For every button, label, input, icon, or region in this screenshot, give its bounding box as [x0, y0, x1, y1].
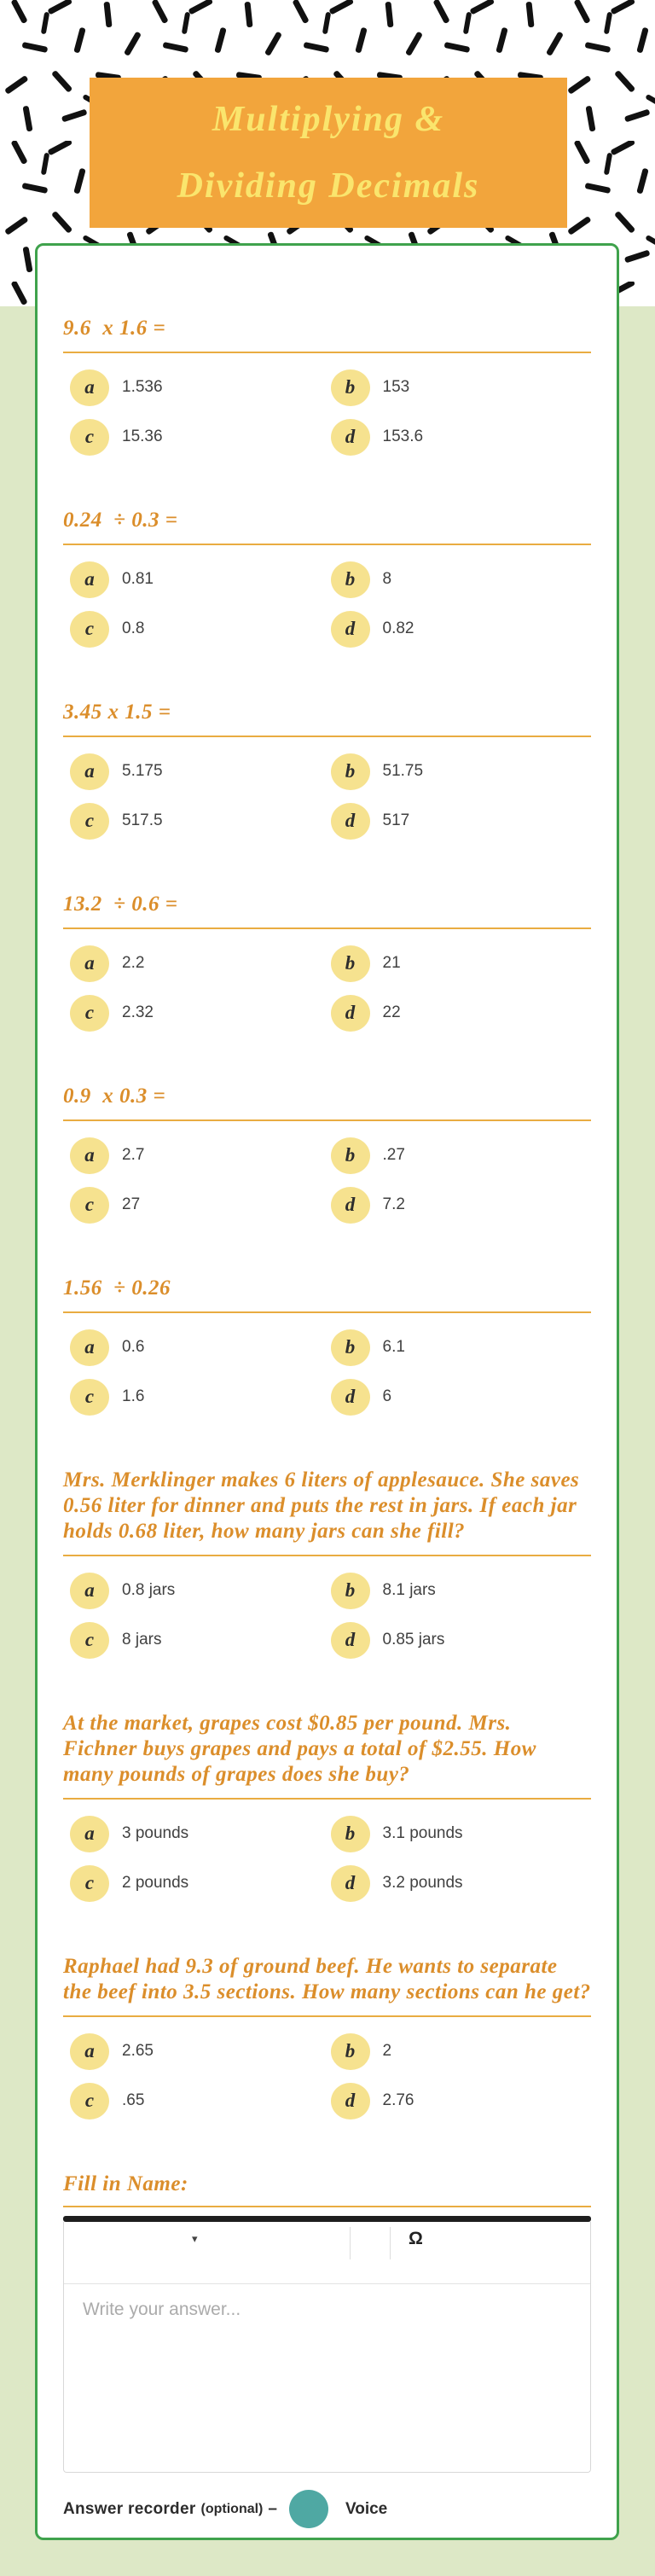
- option-text: 3.2 pounds: [382, 1874, 463, 1892]
- editor-box: [63, 2222, 591, 2473]
- answer-editor: [63, 2216, 591, 2473]
- option-letter-badge[interactable]: a: [70, 945, 109, 982]
- question-options: [63, 2032, 591, 2120]
- option-letter-badge[interactable]: c: [70, 2083, 109, 2120]
- question-8: [63, 1711, 591, 1902]
- voice-label: Voice: [345, 2499, 388, 2518]
- option-d[interactable]: [331, 1378, 592, 1416]
- question-prompt: 9.6 x 1.6 =: [63, 317, 166, 340]
- option-b[interactable]: [331, 753, 592, 790]
- question-3: [63, 700, 591, 840]
- option-text: 8: [382, 570, 392, 588]
- option-a[interactable]: [70, 1572, 331, 1609]
- option-letter-badge[interactable]: a: [70, 1573, 109, 1609]
- option-b[interactable]: [331, 1137, 592, 1174]
- option-letter-badge[interactable]: b: [331, 369, 370, 406]
- option-text: .27: [382, 1146, 405, 1164]
- question-options: [63, 753, 591, 840]
- option-letter-badge[interactable]: a: [70, 753, 109, 790]
- option-a[interactable]: [70, 1137, 331, 1174]
- option-letter-badge[interactable]: d: [331, 419, 370, 456]
- option-text: 1.6: [122, 1387, 145, 1405]
- option-text: 0.82: [382, 619, 414, 637]
- question-options: [63, 1329, 591, 1416]
- option-letter-badge[interactable]: a: [70, 1137, 109, 1174]
- fill-in-name-label: Fill in Name:: [63, 2172, 188, 2195]
- option-d[interactable]: [331, 418, 592, 456]
- answer-recorder-dash: –: [268, 2499, 277, 2518]
- option-letter-badge[interactable]: b: [331, 1816, 370, 1852]
- option-c[interactable]: [70, 1378, 331, 1416]
- option-c[interactable]: [70, 1621, 331, 1659]
- option-text: .65: [122, 2091, 145, 2109]
- question-5: [63, 1084, 591, 1224]
- question-prompt: 3.45 x 1.5 =: [63, 701, 171, 724]
- option-text: 517.5: [122, 811, 163, 829]
- question-1: [63, 316, 591, 456]
- option-d[interactable]: [331, 994, 592, 1032]
- question-underline: [63, 352, 591, 353]
- option-text: 27: [122, 1195, 141, 1213]
- option-letter-badge[interactable]: d: [331, 1865, 370, 1902]
- option-letter-badge[interactable]: a: [70, 1816, 109, 1852]
- option-letter-badge[interactable]: c: [70, 803, 109, 840]
- option-text: 0.81: [122, 570, 154, 588]
- option-c[interactable]: [70, 1186, 331, 1224]
- dropdown-caret-icon[interactable]: ▾: [192, 2232, 198, 2245]
- option-letter-badge[interactable]: c: [70, 1379, 109, 1416]
- question-underline: [63, 736, 591, 737]
- answer-input-area: [64, 2284, 590, 2472]
- question-options: [63, 369, 591, 456]
- option-b[interactable]: [331, 561, 592, 598]
- option-d[interactable]: [331, 1621, 592, 1659]
- option-text: 22: [382, 1003, 401, 1021]
- answer-recorder-row: [63, 2490, 591, 2528]
- option-c[interactable]: [70, 802, 331, 840]
- question-underline: [63, 927, 591, 929]
- option-text: 2.65: [122, 2042, 154, 2060]
- question-4: [63, 892, 591, 1032]
- option-letter-badge[interactable]: c: [70, 1622, 109, 1659]
- page-title-line1: Multiplying &: [212, 100, 445, 139]
- option-letter-badge[interactable]: c: [70, 611, 109, 648]
- option-b[interactable]: [331, 1572, 592, 1609]
- option-text: 2: [382, 2042, 392, 2060]
- option-text: 8 jars: [122, 1631, 162, 1649]
- option-a[interactable]: [70, 753, 331, 790]
- option-c[interactable]: [70, 2082, 331, 2120]
- option-text: 6.1: [382, 1338, 405, 1356]
- option-a[interactable]: [70, 369, 331, 406]
- option-text: 2.7: [122, 1146, 145, 1164]
- option-text: 153.6: [382, 427, 424, 445]
- option-text: 0.85 jars: [382, 1631, 445, 1649]
- option-text: 1.536: [122, 378, 163, 396]
- question-2: [63, 508, 591, 648]
- option-letter-badge[interactable]: d: [331, 611, 370, 648]
- option-text: 2.76: [382, 2091, 414, 2109]
- title-banner: [90, 78, 567, 228]
- question-prompt: 1.56 ÷ 0.26: [63, 1276, 171, 1300]
- question-9: [63, 1954, 591, 2120]
- option-letter-badge[interactable]: b: [331, 753, 370, 790]
- option-letter-badge[interactable]: a: [70, 369, 109, 406]
- option-text: 517: [382, 811, 410, 829]
- question-prompt: 0.24 ÷ 0.3 =: [63, 509, 178, 532]
- option-text: 5.175: [122, 762, 163, 780]
- question-underline: [63, 1119, 591, 1121]
- option-letter-badge[interactable]: d: [331, 2083, 370, 2120]
- option-c[interactable]: [70, 610, 331, 648]
- question-prompt: Raphael had 9.3 of ground beef. He wants to separate the beef into 3.5 sections. How many sections can he get?: [63, 1955, 591, 2003]
- answer-textarea[interactable]: [64, 2284, 590, 2472]
- option-a[interactable]: [70, 2032, 331, 2070]
- question-prompt: Mrs. Merklinger makes 6 liters of applesauce. She saves 0.56 liter for dinner and puts the rest in jars. If each jar holds 0.68 liter, how many jars can she fill?: [63, 1468, 586, 1543]
- option-letter-badge[interactable]: a: [70, 561, 109, 598]
- question-options: [63, 1137, 591, 1224]
- answer-recorder-label: Answer recorder: [63, 2499, 196, 2518]
- question-prompt: 13.2 ÷ 0.6 =: [63, 893, 178, 916]
- fill-in-name-underline: [63, 2206, 591, 2207]
- option-text: 2.32: [122, 1003, 154, 1021]
- editor-top-bar: [63, 2216, 591, 2222]
- question-underline: [63, 1555, 591, 1556]
- option-d[interactable]: [331, 2082, 592, 2120]
- option-letter-badge[interactable]: d: [331, 1622, 370, 1659]
- option-b[interactable]: [331, 945, 592, 982]
- option-c[interactable]: [70, 994, 331, 1032]
- option-text: 0.8: [122, 619, 145, 637]
- option-letter-badge[interactable]: b: [331, 1573, 370, 1609]
- option-letter-badge[interactable]: b: [331, 1137, 370, 1174]
- option-a[interactable]: [70, 945, 331, 982]
- option-a[interactable]: [70, 1329, 331, 1366]
- question-underline: [63, 2015, 591, 2017]
- option-letter-badge[interactable]: d: [331, 1187, 370, 1224]
- option-letter-badge[interactable]: b: [331, 945, 370, 982]
- toolbar-divider: [390, 2227, 391, 2259]
- option-letter-badge[interactable]: c: [70, 1865, 109, 1902]
- question-options: [63, 1815, 591, 1902]
- option-letter-badge[interactable]: c: [70, 419, 109, 456]
- option-b[interactable]: [331, 1815, 592, 1852]
- option-letter-badge[interactable]: d: [331, 1379, 370, 1416]
- question-prompt: 0.9 x 0.3 =: [63, 1084, 166, 1108]
- option-letter-badge[interactable]: a: [70, 1329, 109, 1366]
- question-prompt: At the market, grapes cost $0.85 per pound. Mrs. Fichner buys grapes and pays a total of $2.55. How many pounds of grapes does she buy?: [63, 1712, 542, 1786]
- question-underline: [63, 1311, 591, 1313]
- option-d[interactable]: [331, 1864, 592, 1902]
- option-letter-badge[interactable]: d: [331, 803, 370, 840]
- option-b[interactable]: [331, 1329, 592, 1366]
- option-letter-badge[interactable]: d: [331, 995, 370, 1032]
- option-text: 51.75: [382, 762, 424, 780]
- option-d[interactable]: [331, 610, 592, 648]
- option-letter-badge[interactable]: a: [70, 2033, 109, 2070]
- option-c[interactable]: [70, 1864, 331, 1902]
- option-text: 153: [382, 378, 410, 396]
- option-letter-badge[interactable]: b: [331, 2033, 370, 2070]
- page-title-line2: Dividing Decimals: [177, 166, 480, 206]
- option-text: 6: [382, 1387, 392, 1405]
- option-letter-badge[interactable]: b: [331, 561, 370, 598]
- toolbar-divider: [350, 2227, 351, 2259]
- answer-recorder-optional: (optional): [200, 2501, 264, 2516]
- option-text: 2.2: [122, 954, 145, 972]
- option-c[interactable]: [70, 418, 331, 456]
- option-text: 0.6: [122, 1338, 145, 1356]
- question-underline: [63, 1798, 591, 1800]
- option-text: 2 pounds: [122, 1874, 189, 1892]
- option-b[interactable]: [331, 369, 592, 406]
- option-d[interactable]: [331, 1186, 592, 1224]
- question-options: [63, 945, 591, 1032]
- option-d[interactable]: [331, 802, 592, 840]
- option-letter-badge[interactable]: c: [70, 995, 109, 1032]
- option-text: 21: [382, 954, 401, 972]
- option-text: 7.2: [382, 1195, 405, 1213]
- option-letter-badge[interactable]: b: [331, 1329, 370, 1366]
- option-text: 8.1 jars: [382, 1581, 436, 1599]
- option-text: 0.8 jars: [122, 1581, 176, 1599]
- question-7: [63, 1468, 591, 1659]
- question-options: [63, 561, 591, 648]
- option-text: 3 pounds: [122, 1824, 189, 1842]
- editor-toolbar: [64, 2222, 590, 2284]
- option-a[interactable]: [70, 1815, 331, 1852]
- option-text: 3.1 pounds: [382, 1824, 463, 1842]
- option-a[interactable]: [70, 561, 331, 598]
- quiz-card: [35, 243, 619, 2540]
- option-letter-badge[interactable]: c: [70, 1187, 109, 1224]
- question-underline: [63, 544, 591, 545]
- option-b[interactable]: [331, 2032, 592, 2070]
- special-character-omega-icon[interactable]: Ω: [409, 2229, 423, 2248]
- option-text: 15.36: [122, 427, 163, 445]
- voice-record-button[interactable]: [289, 2490, 328, 2528]
- question-6: [63, 1276, 591, 1416]
- fill-in-name-section: [63, 2172, 591, 2528]
- question-options: [63, 1572, 591, 1659]
